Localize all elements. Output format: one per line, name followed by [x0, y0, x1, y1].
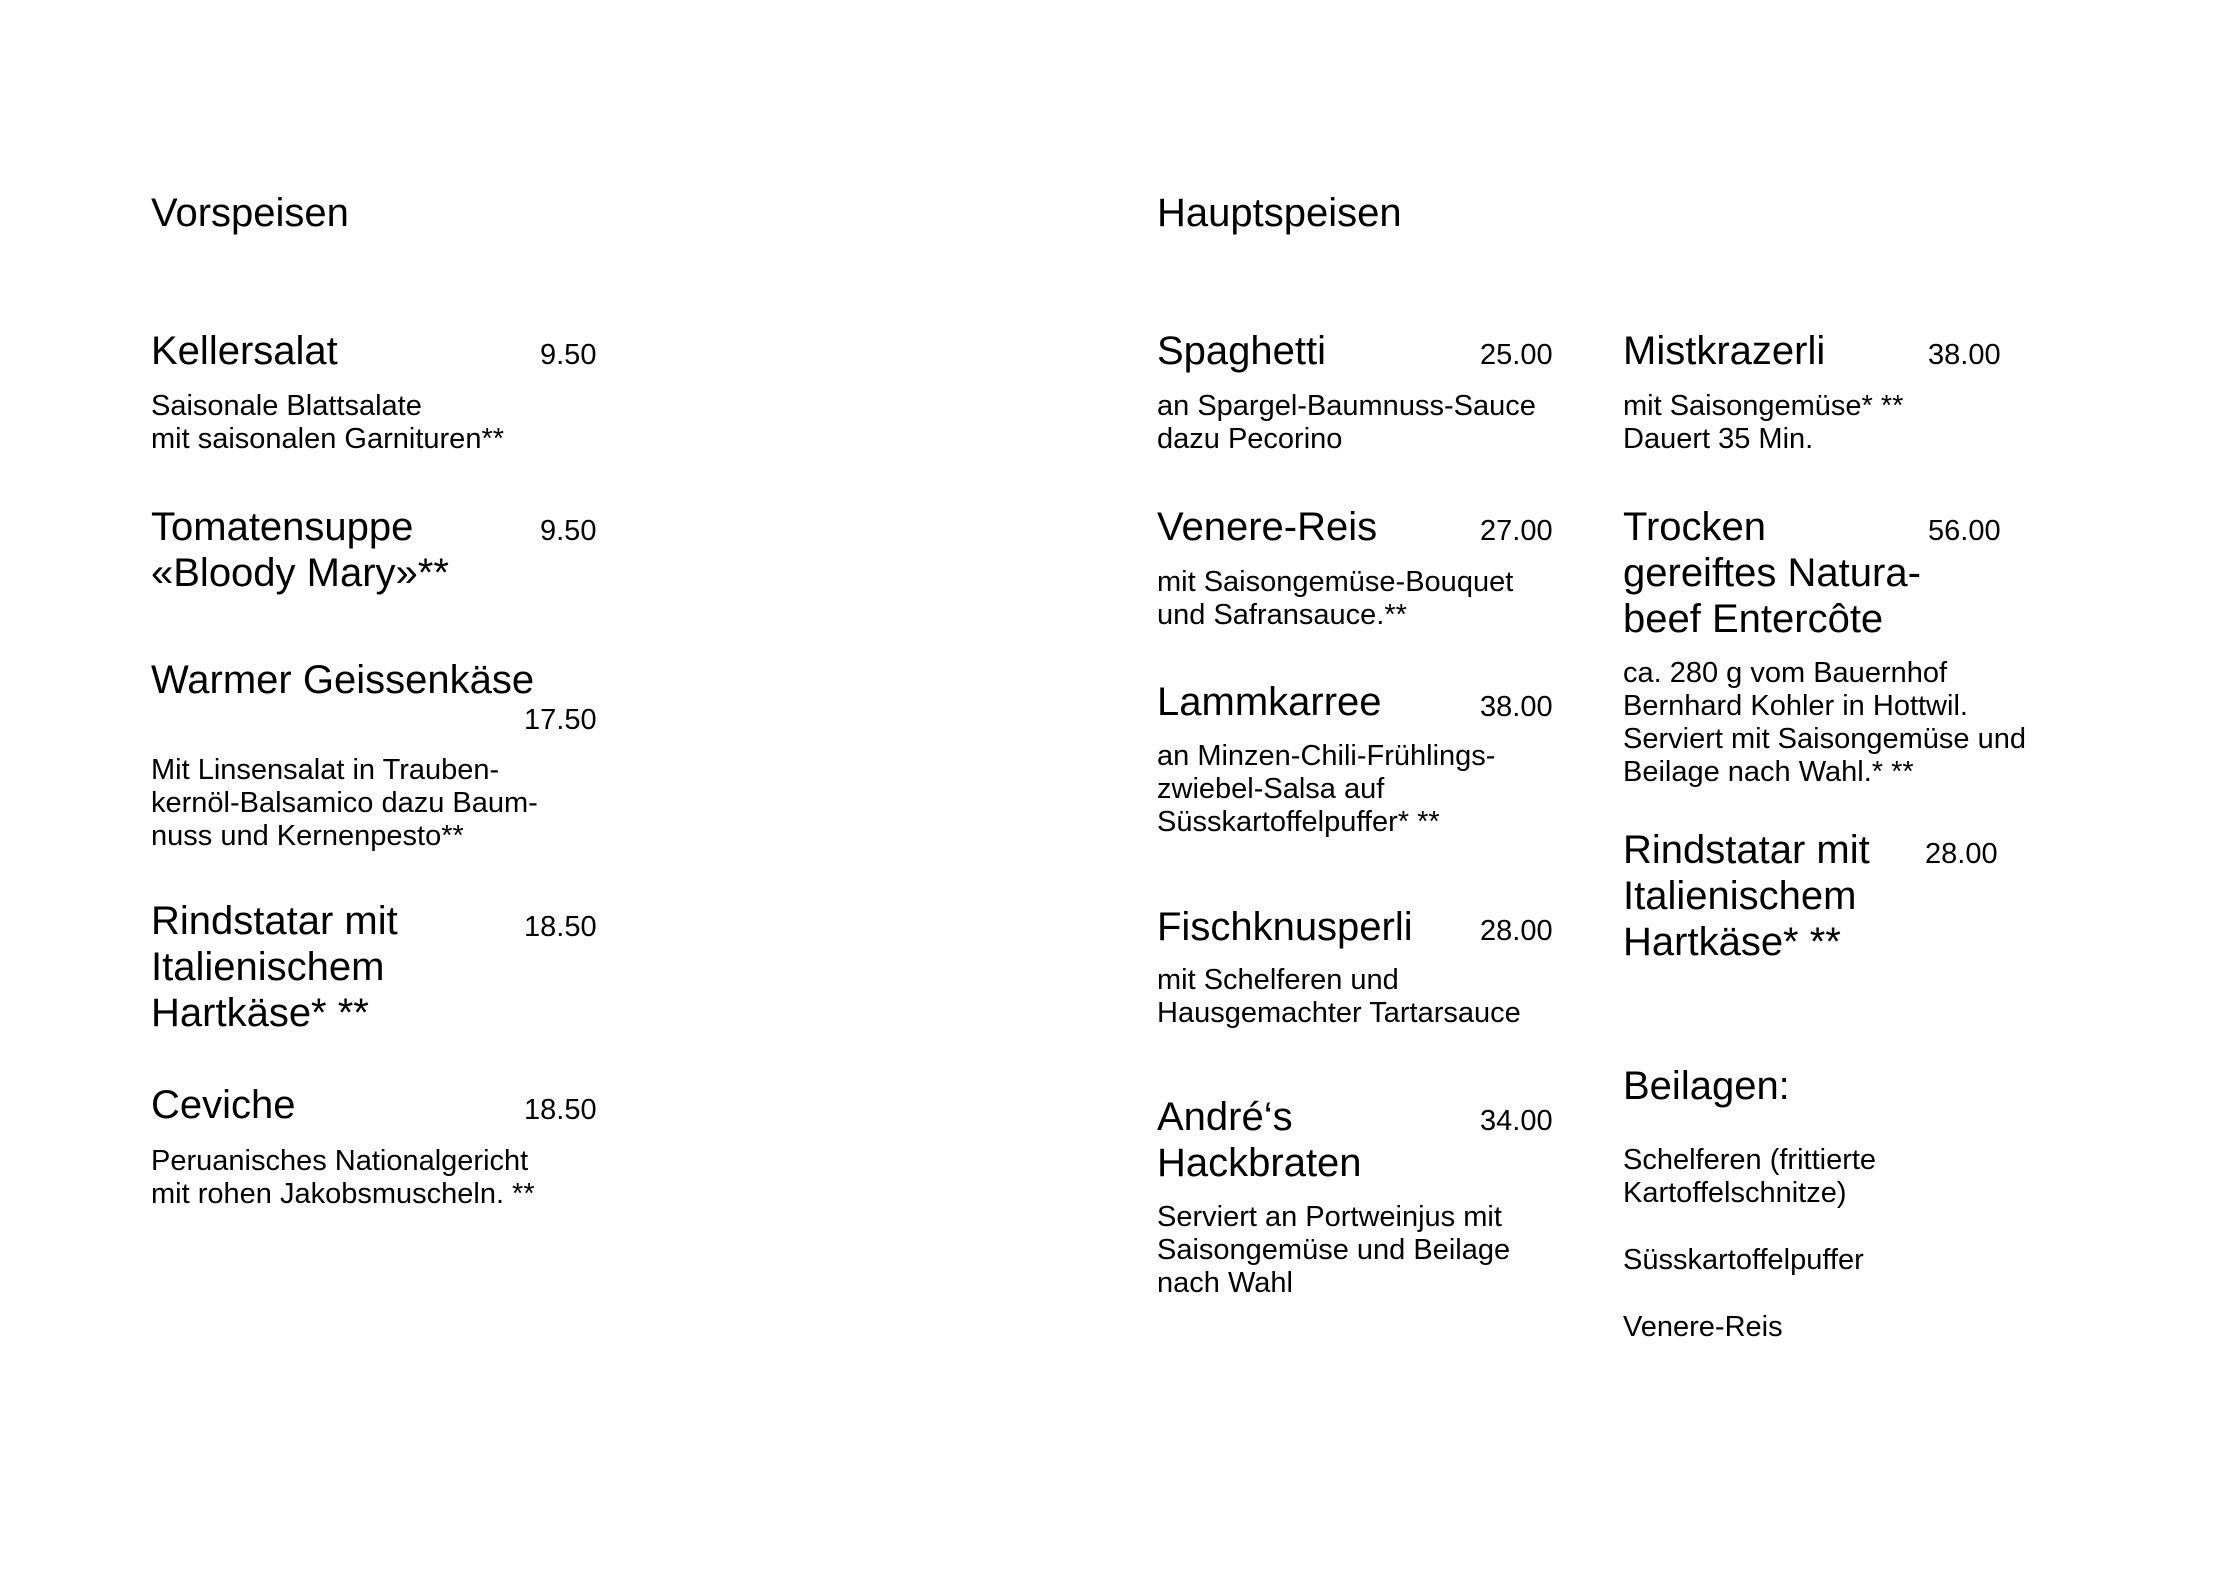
item-description: Peruanisches Nationalgericht mit rohen Jakobsmuscheln. ** [151, 1145, 535, 1210]
side-dish: Kartoffelschnitze) [1623, 1177, 1847, 1209]
item-name: Venere-Reis [1157, 505, 1378, 549]
item-name: Spaghetti [1157, 329, 1327, 373]
vorspeisen-heading: Vorspeisen [151, 191, 349, 235]
item-price: 9.50 [540, 515, 597, 547]
item-name: Rindstatar mit Italienischem Hartkäse* ** [1623, 828, 1870, 964]
item-description: Serviert an Portweinjus mit Saisongemüse und Beilage nach Wahl [1157, 1201, 1511, 1299]
beilagen-heading: Beilagen: [1623, 1064, 1790, 1108]
item-price: 9.50 [540, 339, 597, 371]
item-price: 34.00 [1480, 1105, 1553, 1137]
item-name: André‘s Hackbraten [1157, 1095, 1362, 1185]
item-name: Fischknusperli [1157, 905, 1413, 949]
item-name: Lammkarree [1157, 680, 1382, 724]
item-name: Ceviche [151, 1083, 296, 1127]
item-description: mit Saisongemüse* ** Dauert 35 Min. [1623, 390, 1904, 455]
item-description: Mit Linsensalat in Trauben- kernöl-Balsamico dazu Baum- nuss und Kernenpesto** [151, 754, 538, 852]
item-price: 25.00 [1480, 339, 1553, 371]
item-name: Tomatensuppe «Bloody Mary»** [151, 505, 449, 595]
item-price: 28.00 [1480, 915, 1553, 947]
side-dish: Venere-Reis [1623, 1311, 1783, 1343]
side-dish: Süsskartoffelpuffer [1623, 1244, 1864, 1276]
item-price: 27.00 [1480, 515, 1553, 547]
item-name: Kellersalat [151, 329, 338, 373]
item-description: mit Schelferen und Hausgemachter Tartarsauce [1157, 964, 1521, 1029]
item-description: an Spargel-Baumnuss-Sauce dazu Pecorino [1157, 390, 1536, 455]
item-name: Rindstatar mit Italienischem Hartkäse* ** [151, 899, 398, 1035]
item-price: 18.50 [524, 911, 597, 943]
item-name: Warmer Geissenkäse [151, 658, 535, 702]
beilagen-list [1623, 1144, 1876, 1210]
item-price: 56.00 [1928, 515, 2001, 547]
item-name: Mistkrazerli [1623, 329, 1826, 373]
item-price: 17.50 [524, 704, 597, 736]
hauptspeisen-heading: Hauptspeisen [1157, 191, 1402, 235]
item-price: 28.00 [1925, 838, 1998, 870]
item-price: 38.00 [1480, 691, 1553, 723]
item-price: 18.50 [524, 1094, 597, 1126]
item-description: mit Saisongemüse-Bouquet und Safransauce.** [1157, 566, 1514, 631]
item-description: ca. 280 g vom Bauernhof Bernhard Kohler in Hottwil. Serviert mit Saisongemüse und Beilage nach Wahl.* ** [1623, 657, 2026, 788]
side-dish: Schelferen (frittierte [1623, 1144, 1877, 1176]
item-price: 38.00 [1928, 339, 2001, 371]
item-description: an Minzen-Chili-Frühlings- zwiebel-Salsa auf Süsskartoffelpuffer* ** [1157, 740, 1496, 838]
item-name: Trocken gereiftes Natura- beef Entercôte [1623, 505, 1921, 641]
item-description: Saisonale Blattsalate mit saisonalen Garnituren** [151, 390, 505, 455]
